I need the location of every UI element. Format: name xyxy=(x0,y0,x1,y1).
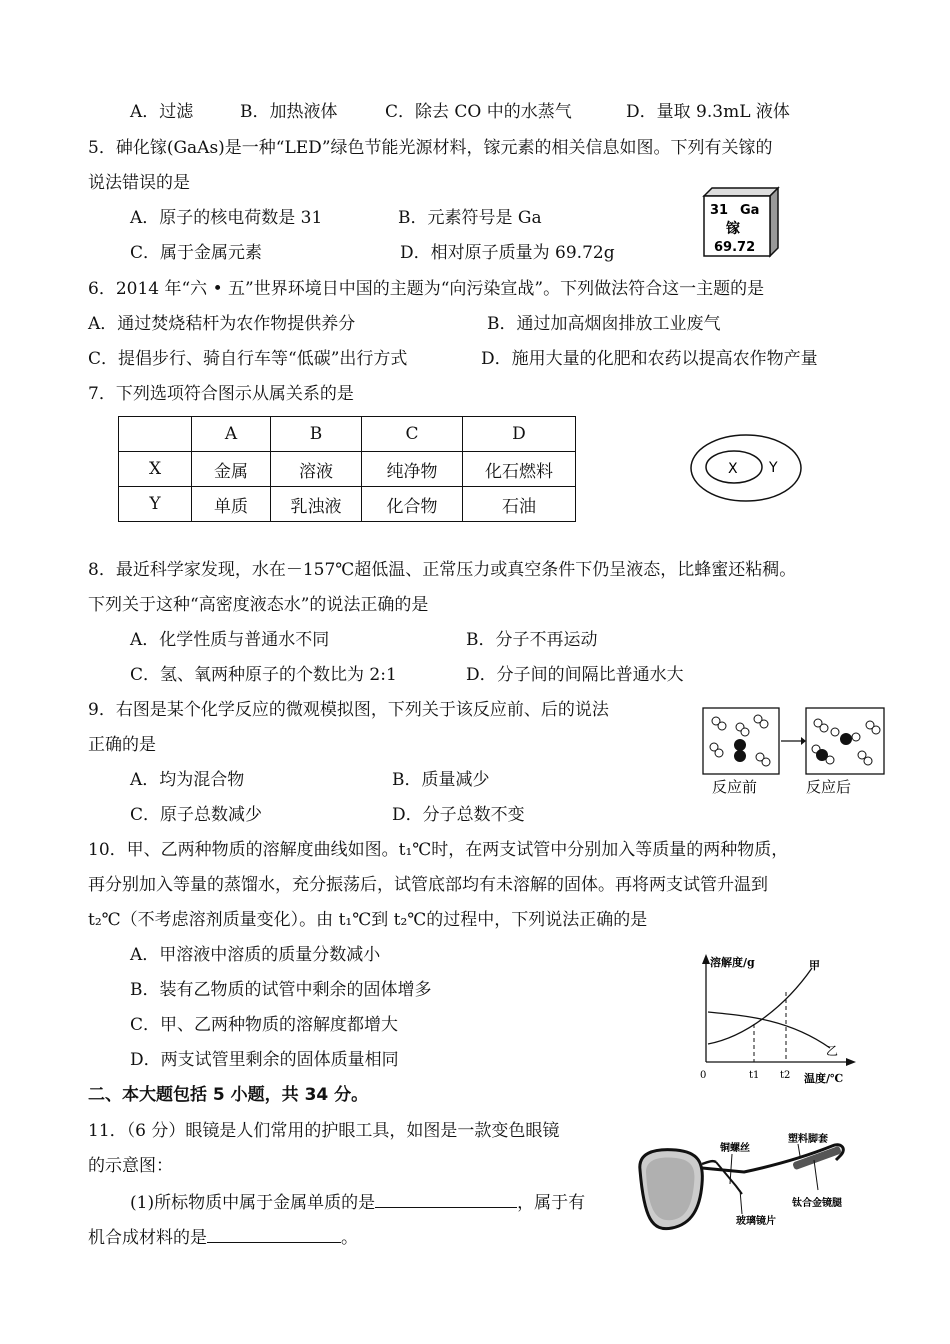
table-cell: 化石燃料 xyxy=(463,452,576,487)
answer-blank-organic[interactable] xyxy=(207,1224,341,1243)
q10-option-b: B．装有乙物质的试管中剩余的固体增多 xyxy=(130,980,432,1000)
answer-blank-metal[interactable] xyxy=(375,1189,517,1208)
table-cell: 金属 xyxy=(192,452,271,487)
element-number: 31 xyxy=(710,203,729,218)
q9-option-c: C．原子总数减少 xyxy=(130,805,263,825)
section-two-heading: 二、本大题包括 5 小题，共 34 分。 xyxy=(88,1085,369,1105)
q11-stem-line2: 的示意图： xyxy=(88,1156,173,1176)
set-x-label: X xyxy=(728,461,738,477)
glasses-diagram xyxy=(632,1120,864,1248)
q11-sub1-line1 xyxy=(130,1189,585,1215)
label-copper-screw: 铜螺丝 xyxy=(720,1143,750,1154)
graph-origin: 0 xyxy=(700,1070,707,1081)
q5-option-b: B．元素符号是 Ga xyxy=(398,208,542,228)
table-cell: 石油 xyxy=(463,487,576,522)
q7-set-diagram xyxy=(688,430,806,506)
q11-sub1-text-d: 。 xyxy=(341,1228,358,1248)
q11-sub1-text-a: (1)所标物质中属于金属单质的是 xyxy=(130,1193,376,1213)
q5-option-d: D．相对原子质量为 69.72g xyxy=(400,243,615,263)
q10-option-c: C．甲、乙两种物质的溶解度都增大 xyxy=(130,1015,399,1035)
q6-option-a: A．通过焚烧秸杆为农作物提供养分 xyxy=(88,314,356,334)
q4-option-a: A．过滤 xyxy=(130,102,194,122)
table-cell: D xyxy=(463,417,576,452)
table-row xyxy=(119,417,576,452)
gallium-element-card xyxy=(700,186,780,258)
table-cell: 单质 xyxy=(192,487,271,522)
q5-option-a: A．原子的核电荷数是 31 xyxy=(130,208,323,228)
element-mass: 69.72 xyxy=(714,240,756,255)
q11-stem-line1: 11．（6 分）眼镜是人们常用的护眼工具，如图是一款变色眼镜 xyxy=(88,1121,560,1141)
graph-t2: t2 xyxy=(780,1070,791,1081)
set-y-label: Y xyxy=(769,460,778,476)
element-symbol: Ga xyxy=(740,203,760,218)
q8-option-a: A．化学性质与普通水不同 xyxy=(130,630,330,650)
graph-t1: t1 xyxy=(749,1070,760,1081)
solubility-graph xyxy=(690,952,860,1086)
label-plastic-foot: 塑料脚套 xyxy=(788,1134,828,1145)
table-cell: X xyxy=(119,452,192,487)
table-cell: B xyxy=(271,417,362,452)
q7-stem: 7．下列选项符合图示从属关系的是 xyxy=(88,384,354,404)
table-cell: C xyxy=(362,417,463,452)
q6-stem: 6．2014 年“六 • 五”世界环境日中国的主题为“向污染宣战”。下列做法符合这一主题的是 xyxy=(88,279,765,299)
q5-option-c: C．属于金属元素 xyxy=(130,243,263,263)
table-cell: 化合物 xyxy=(362,487,463,522)
label-titanium-leg: 钛合金镜腿 xyxy=(792,1198,842,1209)
table-row xyxy=(119,452,576,487)
q10-stem-line3: t₂℃（不考虑溶剂质量变化）。由 t₁℃到 t₂℃的过程中，下列说法正确的是 xyxy=(88,910,648,930)
q8-option-c: C．氢、氧两种原子的个数比为 2:1 xyxy=(130,665,397,685)
q5-stem-line2: 说法错误的是 xyxy=(88,173,190,193)
q11-sub1-text-c: 机合成材料的是 xyxy=(88,1228,207,1248)
q6-option-c: C．提倡步行、骑自行车等“低碳”出行方式 xyxy=(88,349,408,369)
after-label: 反应后 xyxy=(806,778,852,796)
q8-option-b: B．分子不再运动 xyxy=(466,630,598,650)
q8-stem-line2: 下列关于这种“高密度液态水”的说法正确的是 xyxy=(88,595,429,615)
q4-option-c: C．除去 CO 中的水蒸气 xyxy=(385,102,572,122)
q6-option-b: B．通过加高烟囱排放工业废气 xyxy=(487,314,721,334)
q8-stem-line1: 8．最近科学家发现，水在－157℃超低温、正常压力或真空条件下仍呈液态，比蜂蜜还粘稠。 xyxy=(88,560,797,580)
q9-stem-line2: 正确的是 xyxy=(88,735,156,755)
graph-jia: 甲 xyxy=(809,959,820,972)
element-name: 镓 xyxy=(726,221,740,237)
q10-stem-line2: 再分别加入等量的蒸馏水，充分振荡后，试管底部均有未溶解的固体。再将两支试管升温到 xyxy=(88,875,768,895)
q4-option-b: B．加热液体 xyxy=(240,102,338,122)
q10-option-d: D．两支试管里剩余的固体质量相同 xyxy=(130,1050,399,1070)
graph-xlabel: 温度/℃ xyxy=(804,1072,844,1085)
graph-yi: 乙 xyxy=(826,1044,839,1058)
table-cell: A xyxy=(192,417,271,452)
q5-stem-line1: 5．砷化镓(GaAs)是一种“LED”绿色节能光源材料，镓元素的相关信息如图。下列有关镓的 xyxy=(88,138,773,158)
label-glass-lens: 玻璃镜片 xyxy=(736,1216,776,1227)
table-cell: Y xyxy=(119,487,192,522)
table-cell: 纯净物 xyxy=(362,452,463,487)
q9-option-d: D．分子总数不变 xyxy=(392,805,525,825)
q9-stem-line1: 9．右图是某个化学反应的微观模拟图，下列关于该反应前、后的说法 xyxy=(88,700,609,720)
q9-reaction-diagram xyxy=(700,705,890,797)
q7-table xyxy=(118,416,576,522)
q6-option-d: D．施用大量的化肥和农药以提高农作物产量 xyxy=(481,349,818,369)
q10-option-a: A．甲溶液中溶质的质量分数减小 xyxy=(130,945,381,965)
q9-option-b: B．质量减少 xyxy=(392,770,490,790)
before-label: 反应前 xyxy=(712,778,758,796)
graph-ylabel: 溶解度/g xyxy=(710,956,755,969)
q4-option-d: D．量取 9.3mL 液体 xyxy=(626,102,790,122)
table-cell: 乳浊液 xyxy=(271,487,362,522)
q8-option-d: D．分子间的间隔比普通水大 xyxy=(466,665,684,685)
q11-sub1-line2 xyxy=(88,1224,358,1250)
table-cell xyxy=(119,417,192,452)
table-row xyxy=(119,487,576,522)
table-cell: 溶液 xyxy=(271,452,362,487)
q10-stem-line1: 10．甲、乙两种物质的溶解度曲线如图。t₁℃时，在两支试管中分别加入等质量的两种物质， xyxy=(88,840,789,860)
q11-sub1-text-b: ，属于有 xyxy=(517,1193,586,1213)
q9-option-a: A．均为混合物 xyxy=(130,770,245,790)
